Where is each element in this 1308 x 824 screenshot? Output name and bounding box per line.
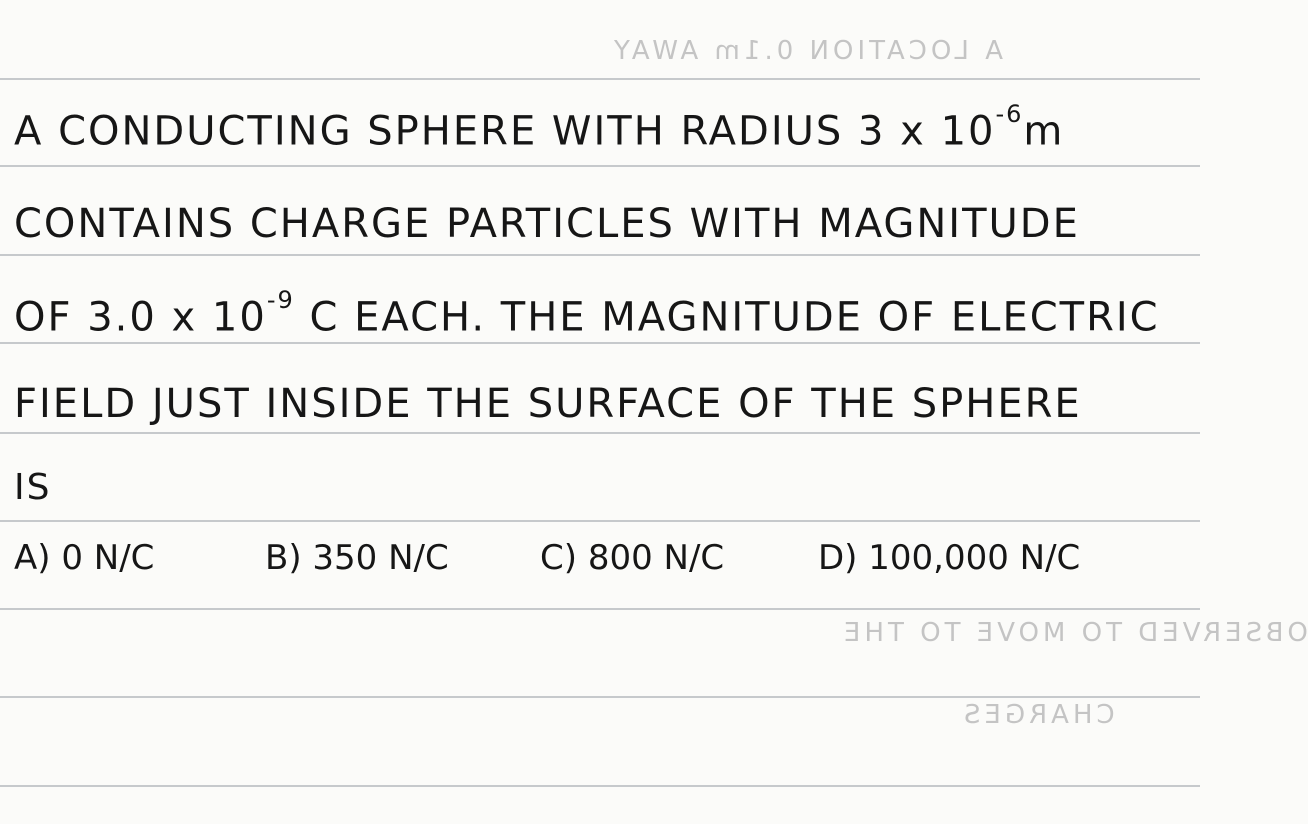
option-c-letter: C) (540, 538, 578, 578)
option-a-letter: A) (14, 538, 51, 578)
option-b-letter: B) (265, 538, 302, 578)
bleed-through-text-top: A LOCATION 0.1m AWAY (610, 36, 1003, 66)
bleed-through-text-bottom: OBSERVED TO MOVE TO THE (840, 618, 1308, 648)
option-d (818, 538, 1080, 578)
option-b (265, 538, 449, 578)
question-line-2: CONTAINS CHARGE PARTICLES WITH MAGNITUDE (14, 201, 1080, 247)
radius-exponent: -6 (995, 100, 1024, 128)
option-d-letter: D) (818, 538, 858, 578)
question-line-1-text: A CONDUCTING SPHERE WITH RADIUS 3 x 10 (14, 108, 996, 155)
question-line-3-text-a: OF 3.0 x 10 (14, 294, 267, 341)
bleed-through-text-bottom-2: CHARGES (960, 700, 1115, 730)
question-line-3-text-b: C EACH. THE MAGNITUDE OF ELECTRIC (309, 294, 1160, 341)
ruled-line (0, 432, 1200, 434)
ruled-line (0, 78, 1200, 80)
ruled-line (0, 696, 1200, 698)
charge-exponent: -9 (266, 286, 295, 314)
option-c (540, 538, 724, 578)
ruled-line (0, 520, 1200, 522)
option-a-text: 0 N/C (61, 538, 155, 578)
ruled-line (0, 342, 1200, 344)
radius-unit: m (1023, 108, 1065, 155)
option-c-text: 800 N/C (587, 538, 725, 578)
ruled-line (0, 785, 1200, 787)
question-line-5: IS (14, 467, 52, 508)
question-line-4: FIELD JUST INSIDE THE SURFACE OF THE SPHERE (14, 381, 1082, 427)
question-line-1 (14, 100, 1065, 155)
ruled-line (0, 165, 1200, 167)
option-b-text: 350 N/C (312, 538, 449, 578)
option-d-text: 100,000 N/C (868, 538, 1081, 578)
option-a (14, 538, 154, 578)
question-line-3 (14, 286, 1160, 341)
ruled-line (0, 608, 1200, 610)
ruled-line (0, 254, 1200, 256)
